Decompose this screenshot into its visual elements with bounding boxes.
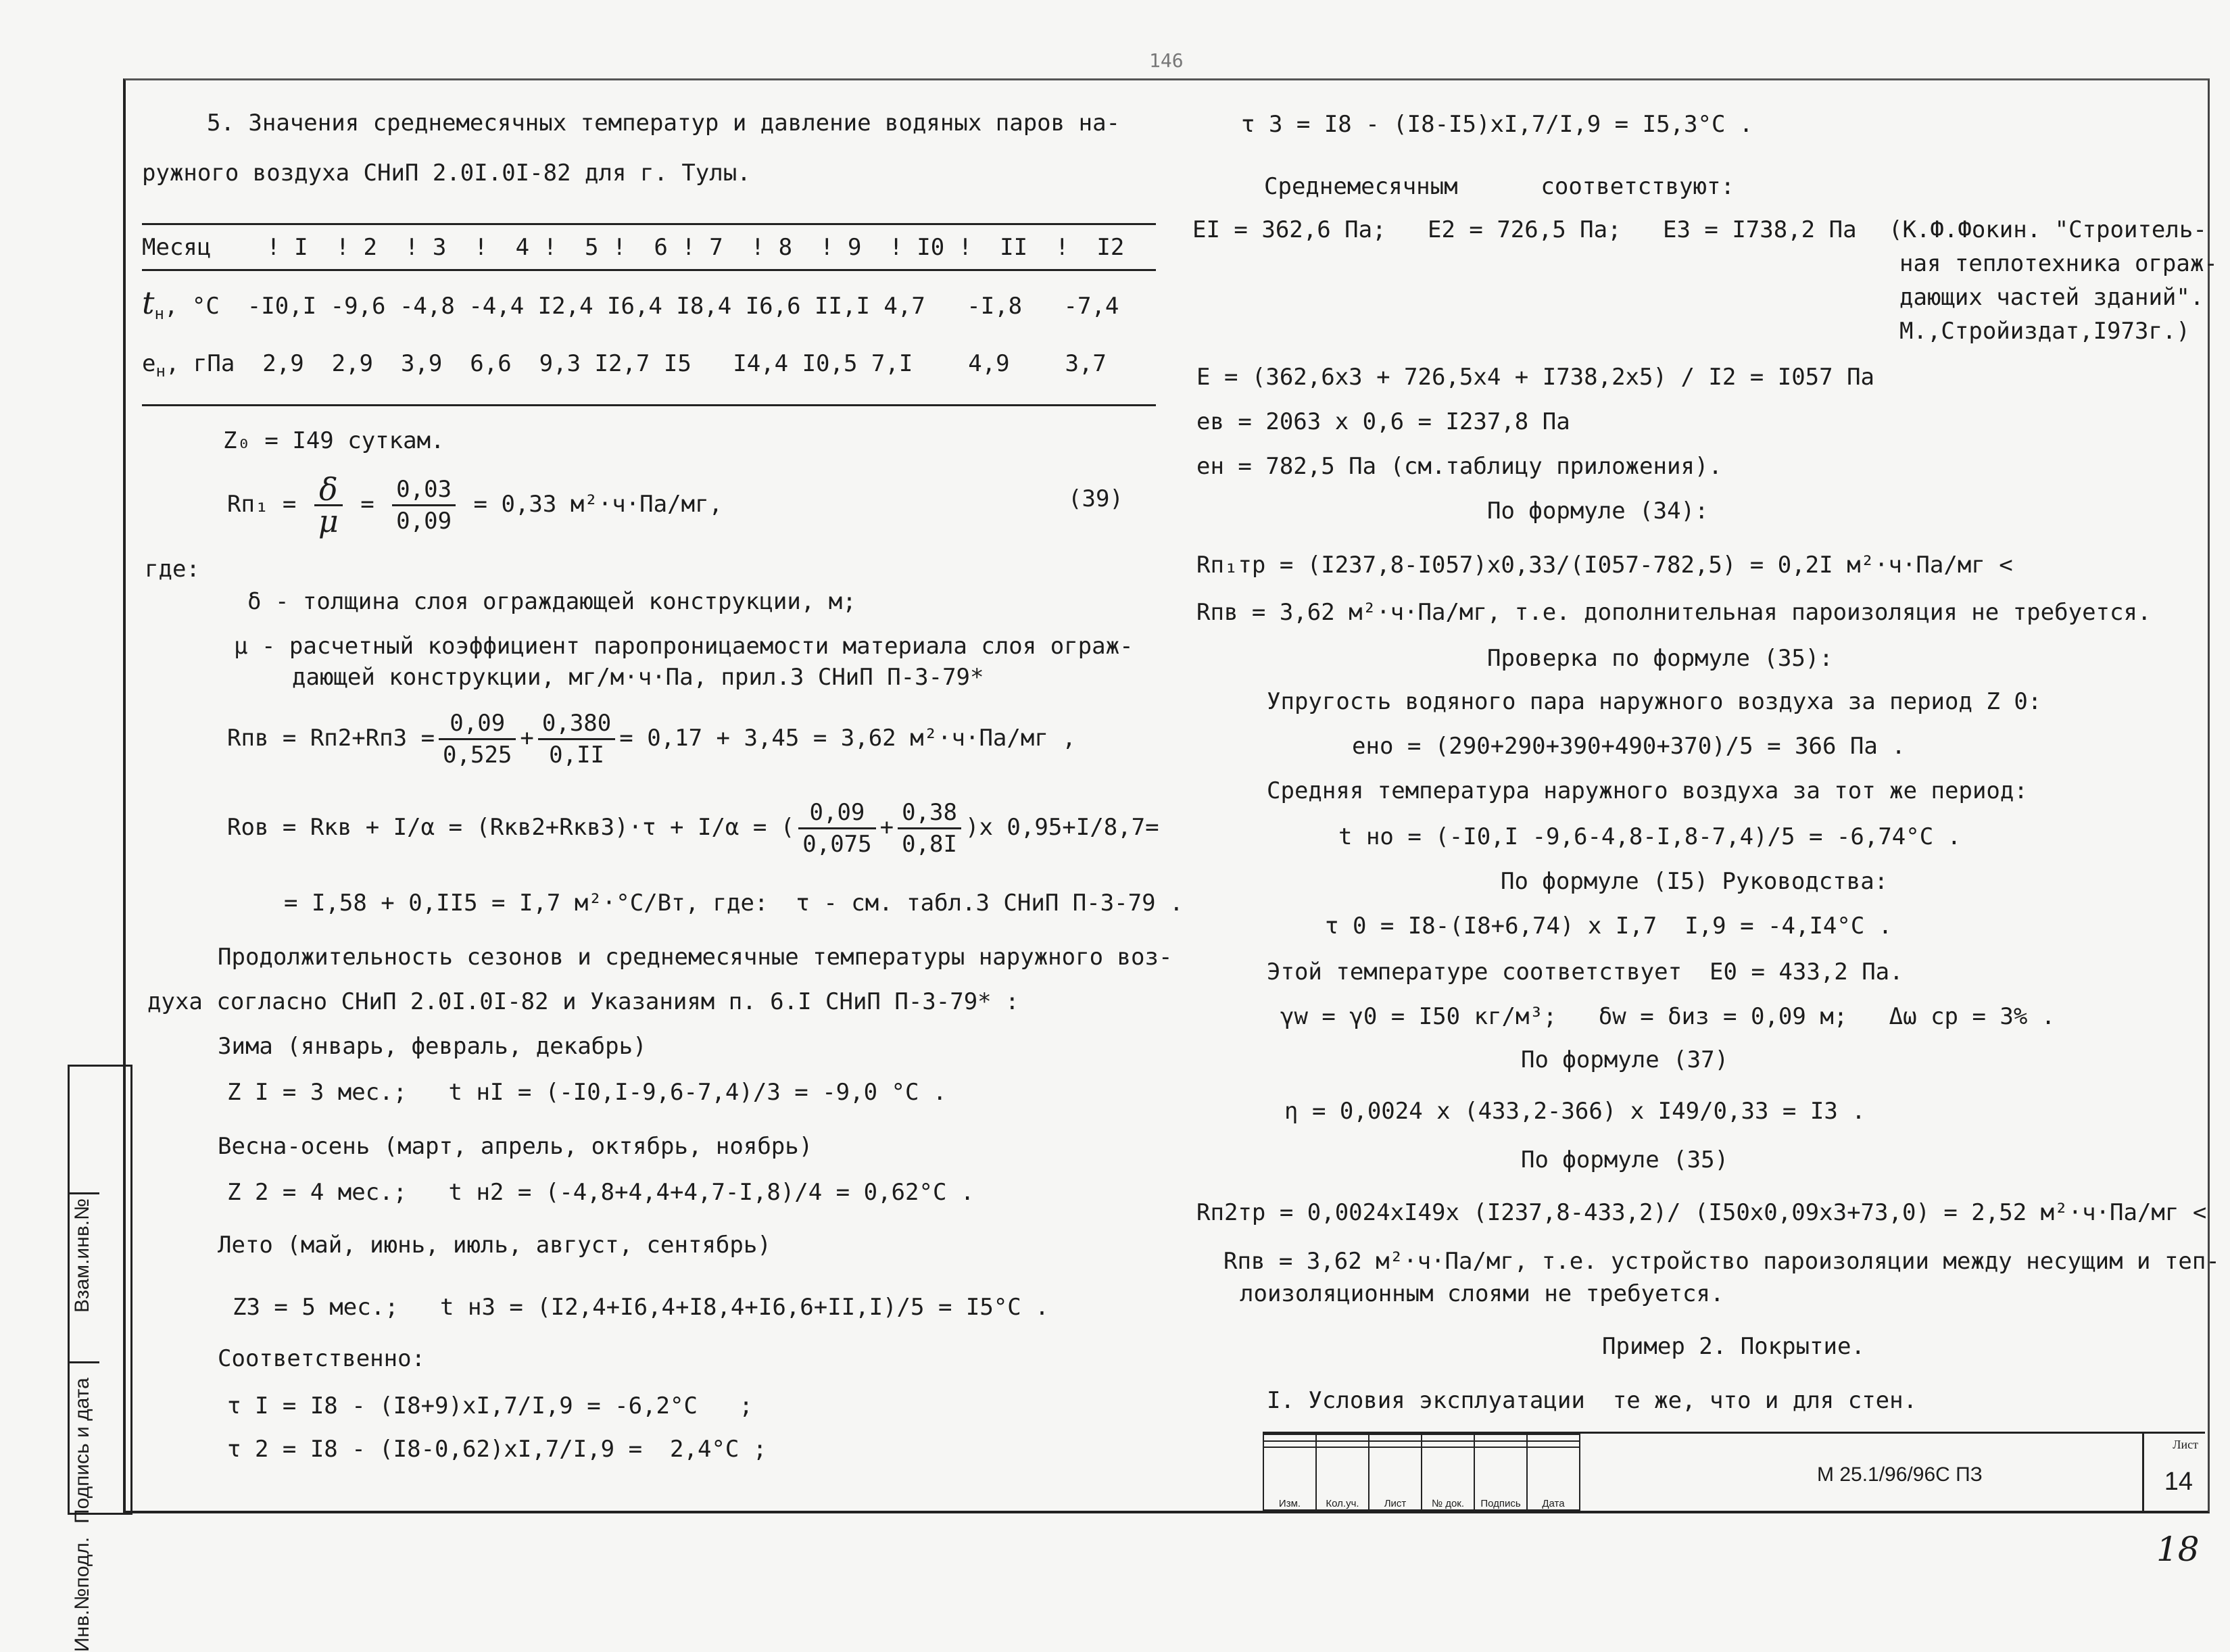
spring-autumn-label: Весна-осень (март, апрель, октябрь, ноябрь) (218, 1133, 813, 1160)
delta-definition: δ - толщина слоя ограждающей конструкции, м; (247, 588, 856, 615)
check-35-label: Проверка по формуле (35): (1487, 645, 1833, 672)
rpv-frac-1 (439, 708, 516, 770)
title-block (1263, 1432, 2205, 1511)
formula-35-label: По формуле (35) (1521, 1146, 1729, 1173)
rob-result: = I,58 + 0,II5 = I,7 м²·°С/Вт, где: τ - см. табл.3 СНиП П-3-79 . (284, 890, 1184, 917)
e-unit: , гПа (165, 350, 235, 377)
table-rule-header (142, 269, 1156, 271)
gamma-delta-line: γw = γ0 = I50 кг/м³; δw = δиз = 0,09 м; Δω ср = 3% . (1280, 1003, 2056, 1030)
accordingly-label: Соответственно: (218, 1345, 426, 1372)
eno-line: eно = (290+290+390+490+370)/5 = 366 Па . (1352, 733, 1906, 760)
tau2-line: τ 2 = I8 - (I8-0,62)хI,7/I,9 = 2,4°С ; (227, 1436, 767, 1463)
tno-line: t но = (-I0,I -9,6-4,8-I,8-7,4)/5 = -6,74°С . (1338, 823, 1962, 850)
seasons-line-2: духа согласно СНиП 2.0I.0I-82 и Указаниям п. 6.I СНиП П-3-79* : (147, 988, 1019, 1015)
side-stamp (68, 1065, 132, 1652)
rpv-lhs: Rпв = Rп2+Rп3 = (227, 725, 435, 752)
tau1-line: τ I = I8 - (I8+9)хI,7/I,9 = -6,2°С ; (227, 1392, 753, 1419)
rp1-frac2-den: 0,09 (396, 508, 452, 535)
e-symbol: e (142, 350, 156, 377)
rp1-rhs: = 0,33 м²·ч·Па/мг, (473, 491, 723, 518)
e0-line: Этой температуре соответствует E0 = 433,2 Па. (1267, 958, 1904, 986)
top-mark: 146 (1149, 49, 1184, 72)
rpv-formula: Rпв = Rп2+Rп3 = $\frac{0,09}{0,525}$ + $\frac{0,380}{0,II}$ = 0,17 + 3,45 = 3,62 м²·ч·Па/мг , (227, 710, 1076, 769)
z3-line: Z3 = 5 мес.; t н3 = (I2,4+I6,4+I8,4+I6,6+II,I)/5 = I5°С . (233, 1294, 1049, 1321)
winter-label: Зима (январь, февраль, декабрь) (218, 1033, 647, 1060)
rob-frac1-num: 0,09 (798, 798, 875, 829)
inv-num-label: Инв.№подл. (71, 1536, 93, 1652)
where-label: где: (145, 556, 200, 583)
col-date: Дата (1527, 1447, 1580, 1510)
reference-line-4: М.,Стройиздат,I973г.) (1899, 318, 2190, 345)
seasons-line-1: Продолжительность сезонов и среднемесячные температуры наружного воз- (218, 944, 1173, 971)
tau3-line: τ 3 = I8 - (I8-I5)хI,7/I,9 = I5,3°С . (1241, 111, 1753, 138)
sign-date-label: Подпись и дата (71, 1378, 93, 1524)
reference-line-2: ная теплотехника ограж- (1899, 250, 2218, 277)
conditions-line: I. Условия эксплуатации те же, что и для стен. (1267, 1387, 1918, 1414)
t-symbol: t (142, 285, 155, 321)
formula-37-label: По формуле (37) (1521, 1046, 1729, 1073)
rpv-frac2-num: 0,380 (538, 708, 615, 740)
rob-lhs: Rов = Rкв + I/α = (Rкв2+Rкв3)·τ + I/α = ( (227, 814, 795, 841)
intro-line-1: 5. Значения среднемесячных температур и давление водяных паров на- (207, 110, 1121, 137)
vzam-label: Взам.инв.№ (71, 1198, 93, 1313)
rpv-frac-2 (538, 708, 615, 770)
rpv-frac2-den: 0,II (549, 742, 605, 769)
reference-line-3: дающих частей зданий". (1899, 284, 2204, 311)
mean-temp-line: Средняя температура наружного воздуха за тот же период: (1267, 777, 2028, 804)
en-line: eн = 782,5 Па (см.таблицу приложения). (1196, 453, 1722, 480)
rpv2-line-2: лоизоляционным слоями не требуется. (1240, 1280, 1724, 1307)
z1-line: Z I = 3 мес.; t нI = (-I0,I-9,6-7,4)/3 = -9,0 °С . (227, 1079, 947, 1106)
z2-line: Z 2 = 4 мес.; t н2 = (-4,8+4,4+4,7-I,8)/4 = 0,62°С . (227, 1179, 975, 1206)
E-average-line: E = (362,6х3 + 726,5х4 + I738,2х5) / I2 = I057 Па (1196, 364, 1875, 391)
rp1-frac-2 (392, 475, 456, 536)
t-subscript: н (154, 303, 164, 323)
elasticity-line: Упругость водяного пара наружного воздуха за период Z 0: (1267, 688, 2042, 715)
rpv2-line-1: Rпв = 3,62 м²·ч·Па/мг, т.е. устройство пароизоляции между несущим и теп- (1223, 1248, 2220, 1275)
formula-34-label: По формуле (34): (1487, 497, 1709, 525)
rob-rhs: )х 0,95+I/8,7= (965, 814, 1159, 841)
col-list: Лист (1369, 1447, 1422, 1510)
mu-definition-1: μ - расчетный коэффициент паропроницаемости материала слоя ограж- (234, 633, 1134, 660)
rob-frac-1 (798, 798, 875, 859)
table-header: Месяц ! I ! 2 ! 3 ! 4 ! 5 ! 6 ! 7 ! 8 ! 9 ! I0 ! II ! I2 (142, 234, 1125, 261)
rob-frac2-den: 0,8I (902, 831, 957, 858)
sheet-number: 14 (2164, 1467, 2193, 1496)
t-unit: , °С (164, 293, 220, 320)
rpv-frac1-num: 0,09 (439, 708, 516, 740)
monthly-average-label: Среднемесячным соответствуют: (1264, 173, 1735, 200)
side-cell-vzam (70, 1067, 99, 1194)
table-row-temperature (142, 285, 1119, 327)
rpv-rhs: = 0,17 + 3,45 = 3,62 м²·ч·Па/мг , (619, 725, 1076, 752)
col-izm: Изм. (1263, 1447, 1316, 1510)
rob-formula: Rов = Rкв + I/α = (Rкв2+Rкв3)·τ + I/α = ( $\frac{0,09}{0,075}$ + $\frac{0,38}{0,8I}$ )х 0,95+I/8,7= (227, 799, 1159, 858)
rtr2-line: Rп2тр = 0,0024хI49х (I237,8-433,2)/ (I50х0,09х3+73,0) = 2,52 м²·ч·Па/мг < (1196, 1199, 2207, 1226)
intro-line-2: ружного воздуха СНиП 2.0I.0I-82 для г. Тулы. (142, 160, 751, 187)
t-values: -I0,I -9,6 -4,8 -4,4 I2,4 I6,4 I8,4 I6,6 II,I 4,7 -I,8 -7,4 (247, 293, 1119, 320)
e-subscript: н (155, 361, 166, 381)
table-row-pressure (142, 350, 1107, 385)
rp1-lhs: Rп₁ = (227, 491, 297, 518)
rp1-formula: Rп₁ = $\frac{\delta}{\mu}$ = $\frac{0,03}{0,09}$ = 0,33 м²·ч·Па/мг, (227, 471, 723, 539)
col-doc: № док. (1422, 1447, 1474, 1510)
e-values: 2,9 2,9 3,9 6,6 9,3 I2,7 I5 I4,4 I0,5 7,I 4,9 3,7 (262, 350, 1107, 377)
rp1-frac2-num: 0,03 (392, 475, 456, 506)
eta-line: η = 0,0024 х (433,2-366) х I49/0,33 = I3 . (1284, 1098, 1866, 1125)
document-code: М 25.1/96/96С ПЗ (1817, 1463, 1983, 1486)
mu-definition-2: дающей конструкции, мг/м·ч·Па, прил.3 СНиП П-3-79* (292, 664, 984, 691)
formula-15-label: По формуле (I5) Руководства: (1501, 868, 1889, 895)
rob-frac2-num: 0,38 (898, 798, 961, 829)
page-mark: 18 (2156, 1530, 2200, 1569)
reference-line-1: (К.Ф.Фокин. "Строитель- (1889, 216, 2207, 243)
table-rule-bottom (142, 404, 1156, 406)
example-2-heading: Пример 2. Покрытие. (1602, 1333, 1865, 1360)
rp1-frac1-den: μ (318, 503, 339, 539)
revision-table (1263, 1434, 1580, 1511)
rp1-frac-1 (314, 471, 343, 539)
rtr1-line: Rп₁тр = (I237,8-I057)х0,33/(I057-782,5) = 0,2I м²·ч·Па/мг < (1196, 552, 2013, 579)
summer-label: Лето (май, июнь, июль, август, сентябрь) (218, 1232, 771, 1259)
col-signature: Подпись (1474, 1447, 1527, 1510)
rob-frac-2 (898, 798, 961, 859)
ev-line: eв = 2063 х 0,6 = I237,8 Па (1196, 408, 1570, 435)
tau0-line: τ 0 = I8-(I8+6,74) х I,7 I,9 = -4,I4°С . (1325, 913, 1893, 940)
rpv-frac1-den: 0,525 (443, 742, 512, 769)
rob-frac1-den: 0,075 (802, 831, 872, 858)
eq-number-39: (39) (1068, 485, 1123, 512)
sheet-label: Лист (2173, 1438, 2198, 1451)
rp1-frac1-num: δ (314, 475, 343, 506)
z0-line: Z₀ = I49 суткам. (223, 427, 445, 454)
table-rule-top (142, 223, 1156, 225)
e-values-line: EI = 362,6 Па; E2 = 726,5 Па; E3 = I738,2 Па (1192, 216, 1857, 243)
col-kol-uch: Кол.уч. (1316, 1447, 1369, 1510)
rpv-conclusion-line: Rпв = 3,62 м²·ч·Па/мг, т.е. дополнительная пароизоляция не требуется. (1196, 599, 2152, 626)
